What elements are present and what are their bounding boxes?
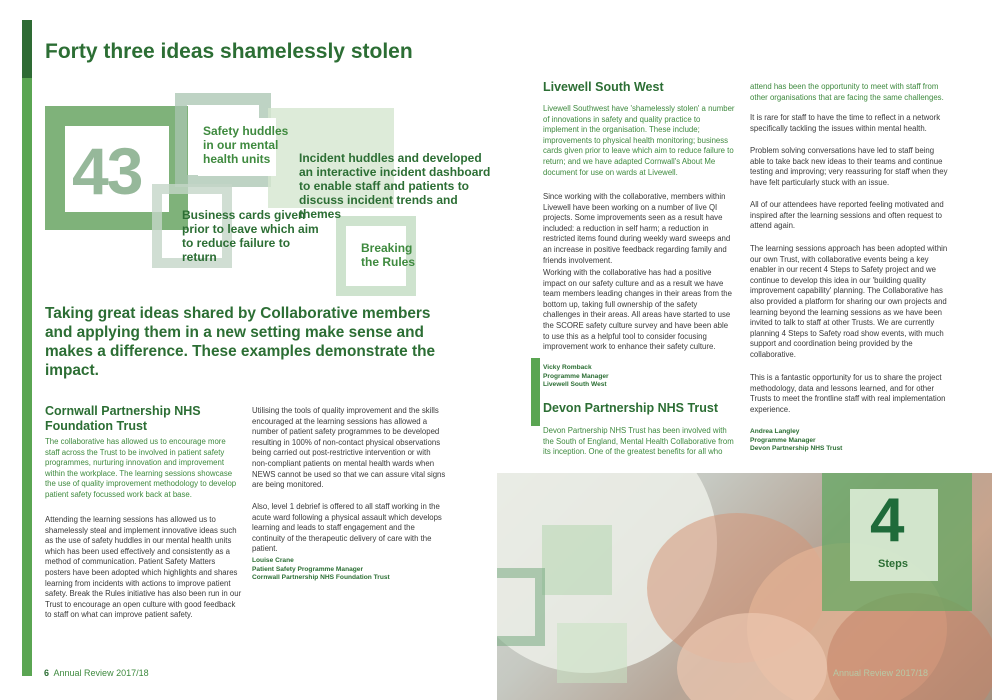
cornwall-intro: The collaborative has allowed us to encourage more staff across the Trust to be involved in patient safety programmes, nurturing innovation and improvement within the workplace. The learning sessions showcase the use of quality improvement methodology to develop patient safety focussed work back at base. xyxy=(45,437,237,499)
callout-incident-huddles: Incident huddles and developed an interactive incident dashboard to enable staff and patients to discuss incident trends and themes xyxy=(299,151,491,221)
sig-org: Cornwall Partnership NHS Foundation Trust xyxy=(252,574,390,581)
cornwall-heading: Cornwall Partnership NHS Foundation Trust xyxy=(45,404,201,433)
hands-photo xyxy=(497,473,992,700)
lead-paragraph: Taking great ideas shared by Collaborative members and applying them in a new setting make sense and makes a difference. These examples demonstrate the impact. xyxy=(45,305,436,379)
callout-breaking-rules: Breaking the Rules xyxy=(361,241,416,269)
big-number-43: 43 xyxy=(72,134,142,208)
steps-label: Steps xyxy=(878,558,908,570)
devon-paragraph-6: This is a fantastic opportunity for us to share the project methodology, data and lessons learned, and for other Trusts to meet the frontline staff with real implementation experience. xyxy=(750,373,946,414)
livewell-paragraph-2: Since working with the collaborative, members within Livewell have been working on a number of live QI projects. Some improvements seen as a result have included: a reduction in self harm; a reduction in restricted items found during weekly ward sweeps and an increase in positive feedback regarding family and friends involvement. xyxy=(543,192,731,265)
callout-safety-huddles: Safety huddles in our mental health units xyxy=(203,124,289,166)
devon-signature xyxy=(750,428,950,454)
footer-left xyxy=(44,668,149,678)
steps-number: 4 xyxy=(870,486,905,555)
livewell-heading: Livewell South West xyxy=(543,80,664,94)
cornwall-signature xyxy=(252,557,452,583)
sig-role: Programme Manager xyxy=(750,436,816,444)
accent-bar-devon xyxy=(531,358,540,426)
sig-org: Livewell South West xyxy=(543,381,607,388)
callout-business-cards: Business cards given prior to leave which aim to reduce failure to return xyxy=(182,208,319,264)
sig-name: Vicky Romback xyxy=(543,364,592,371)
accent-bar-light xyxy=(22,78,32,676)
livewell-intro: Livewell Southwest have 'shamelessly stolen' a number of innovations in safety and quality practice to implement in the organisation. These include; improvements to physical health monitoring; business cards given prior to leave which aim to reduce failure to return; and we have adapted Cornwall's About Me document for use on wards at Livewell. xyxy=(543,104,735,177)
page-title: Forty three ideas shamelessly stolen xyxy=(45,40,413,63)
cornwall-paragraph-2: Attending the learning sessions has allowed us to shamelessly steal and implement innovative ideas such as the use of safety huddles in our mental health units which has been used effectively and consistently as a method of communication. Patient Safety Matters posters have been adopted which highlights and shares learning from incidents with actions to improve patient safety. Break the Rules initiative has also been run in our Trust to encourage an open culture with good feedback to staff on what can improve patient safety. xyxy=(45,515,242,620)
devon-paragraph-2: It is rare for staff to have the time to reflect in a network specifically tackling the issues within mental health. xyxy=(750,113,941,133)
devon-heading: Devon Partnership NHS Trust xyxy=(543,401,719,415)
accent-bar-dark xyxy=(22,20,32,78)
devon-paragraph-3: Problem solving conversations have led to staff being able to take back new ideas to their teams and continue testing and improving; very reassuring for staff when they have felt particularly stuck with an issue. xyxy=(750,146,948,187)
devon-continued: attend has been the opportunity to meet with staff from other organisations that are facing the same challenges. xyxy=(750,82,944,102)
devon-paragraph-5: The learning sessions approach has been adopted within our own Trust, with collaborative events being a key enabler in our recent 4 Steps to Safety project and we continue to develop this idea in our 'building quality improvement capability' planning. The Collaborative has also provided a platform for sharing our own projects and learning beyond the learning sessions as we have been invited to talk to staff at other Trusts. We are currently planning 4 Steps to Safety road show events, with much support and coordination being provided by the collaborative. xyxy=(750,244,948,359)
sig-role: Patient Safety Programme Manager xyxy=(252,565,364,573)
footer-right-text: Annual Review 2017/18 xyxy=(833,668,929,678)
page-number: 6 xyxy=(44,668,50,678)
cornwall-paragraph-4: Also, level 1 debrief is offered to all staff working in the acute ward following a physical assault which develops learning and leads to staff engagement and the continuity of the therapeutic delivery of care with the patient. xyxy=(252,502,442,554)
devon-intro: Devon Partnership NHS Trust has been involved with the South of England, Mental Health Collaborative from its inception. One of the greatest benefits for all who xyxy=(543,426,734,457)
cornwall-paragraph-3: Utilising the tools of quality improvement and the skills encouraged at the learning sessions has allowed a number of patient safety programmes to be developed resulting in 100% of non-contact physical observations being carried out post-restrictive intervention or with non-compliant patients on mental health wards when NEWS cannot be used so that we can assure vital signs are being monitored. xyxy=(252,406,446,490)
livewell-paragraph-3: Working with the collaborative has had a positive impact on our safety culture and as a result we have team members leading changes in their areas from the bottom up, taking full ownership of the safety challenges in their areas. All areas have started to use the SCORE safety culture survey and have been able to use this as a helpful tool to consider focusing improvement work to enhance their safety culture. xyxy=(543,268,732,352)
sig-name: Andrea Langley xyxy=(750,428,800,435)
devon-paragraph-4: All of our attendees have reported feeling motivated and inspired after the learning sessions and often request to attend again. xyxy=(750,200,944,231)
livewell-signature xyxy=(543,364,733,390)
sig-name: Louise Crane xyxy=(252,557,294,564)
footer-left-text: Annual Review 2017/18 xyxy=(53,668,149,678)
sig-org: Devon Partnership NHS Trust xyxy=(750,445,843,452)
sig-role: Programme Manager xyxy=(543,372,609,380)
